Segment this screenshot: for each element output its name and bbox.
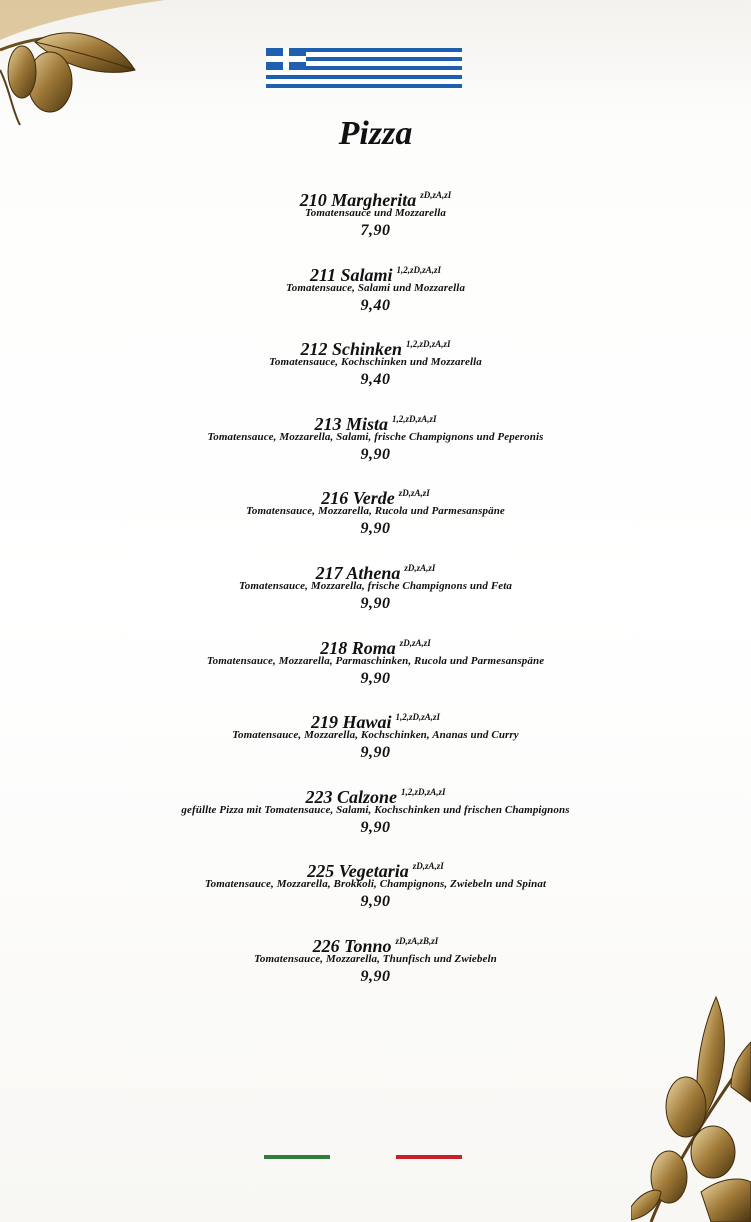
menu-item-name: 217 Athena (315, 562, 401, 583)
menu-item (0, 481, 751, 556)
green-divider (264, 1155, 330, 1159)
allergen-codes: zD,zA,zB,zI (395, 935, 439, 946)
menu-item-description: Tomatensauce, Mozzarella, Brokkoli, Champignons, Zwiebeln und Spinat (204, 878, 547, 891)
menu-item-name: 225 Vegetaria (307, 861, 409, 882)
menu-item (0, 556, 751, 631)
red-divider (396, 1155, 462, 1159)
allergen-codes: zD,zA,zI (412, 861, 444, 872)
menu-item-heading (0, 183, 751, 210)
allergen-codes: zD,zA,zI (398, 488, 430, 499)
menu-item-description: Tomatensauce und Mozzarella (304, 207, 447, 219)
menu-item-name: 212 Schinken (300, 339, 402, 360)
allergen-codes: 1,2,zD,zA,zI (395, 712, 441, 723)
menu-item-description: Tomatensauce, Mozzarella, Thunfisch und Zwiebeln (254, 952, 497, 965)
menu-item-description: Tomatensauce, Mozzarella, Kochschinken, Ananas und Curry (232, 729, 519, 742)
menu-item-heading (0, 332, 751, 360)
menu-item-price: 9,90 (360, 520, 391, 538)
menu-item-description: Tomatensauce, Mozzarella, Salami, frische Champignons und Peperonis (207, 430, 544, 443)
menu-item (0, 258, 751, 333)
menu-item-heading (0, 407, 751, 434)
allergen-codes: zD,zA,zI (404, 562, 436, 573)
menu-item-heading (0, 631, 751, 658)
menu-item-price: 9,90 (360, 445, 391, 463)
menu-item-description: Tomatensauce, Salami und Mozzarella (285, 281, 466, 294)
menu-item-heading (0, 258, 751, 285)
olive-branch-icon (0, 0, 170, 130)
menu-item-name: 219 Hawai (310, 712, 392, 733)
menu-item-name: 213 Mista (314, 413, 388, 434)
menu-item-price: 7,90 (360, 222, 391, 239)
menu-item-price: 9,90 (360, 967, 391, 985)
menu-item-name: 216 Verde (321, 488, 395, 509)
menu-item (0, 854, 751, 929)
page-title: Pizza (338, 115, 413, 152)
menu-item-description: Tomatensauce, Mozzarella, frische Champignons und Feta (238, 579, 512, 592)
olive-branch-icon (631, 992, 751, 1222)
menu-item-price: 9,90 (360, 594, 391, 612)
menu-item (0, 780, 751, 855)
menu-item-price: 9,90 (360, 744, 391, 762)
menu-item-description: gefüllte Pizza mit Tomatensauce, Salami, Kochschinken und frischen Champignons (181, 803, 570, 816)
menu-item-price: 9,40 (360, 296, 391, 314)
menu-item-name: 210 Margherita (299, 190, 417, 210)
menu-item-heading (0, 481, 751, 509)
menu-item-price: 9,90 (360, 669, 391, 687)
menu-item (0, 631, 751, 706)
menu-item-price: 9,90 (360, 818, 391, 836)
allergen-codes: 1,2,zD,zA,zI (401, 786, 446, 797)
menu-item-name: 226 Tonno (312, 935, 392, 956)
menu-item-description: Tomatensauce, Mozzarella, Parmaschinken, Rucola und Parmesanspäne (206, 654, 545, 667)
menu-item-description: Tomatensauce, Mozzarella, Rucola und Parmesanspäne (246, 505, 505, 518)
menu-item-name: 211 Salami (309, 264, 393, 285)
menu-item (0, 332, 751, 407)
allergen-codes: zD,zA,zI (399, 637, 431, 648)
menu-item-heading (0, 780, 751, 807)
allergen-codes: 1,2,zD,zA,zI (392, 413, 437, 424)
menu-item-description: Tomatensauce, Kochschinken und Mozzarella (269, 356, 482, 369)
menu-item-name: 223 Calzone (305, 786, 397, 807)
menu-list (0, 183, 751, 1004)
menu-item (0, 705, 751, 780)
menu-item-price: 9,40 (360, 371, 391, 389)
allergen-codes: zD,zA,zI (420, 190, 452, 200)
menu-item-heading (0, 854, 751, 882)
menu-item-name: 218 Roma (320, 637, 396, 658)
menu-item (0, 407, 751, 482)
allergen-codes: 1,2,zD,zA,zI (406, 339, 451, 350)
menu-item (0, 183, 751, 258)
menu-item-heading (0, 556, 751, 583)
menu-item-heading (0, 929, 751, 956)
allergen-codes: 1,2,zD,zA,zI (396, 264, 442, 275)
greek-flag-icon (266, 48, 462, 88)
menu-item-price: 9,90 (360, 893, 391, 911)
menu-item-heading (0, 705, 751, 733)
